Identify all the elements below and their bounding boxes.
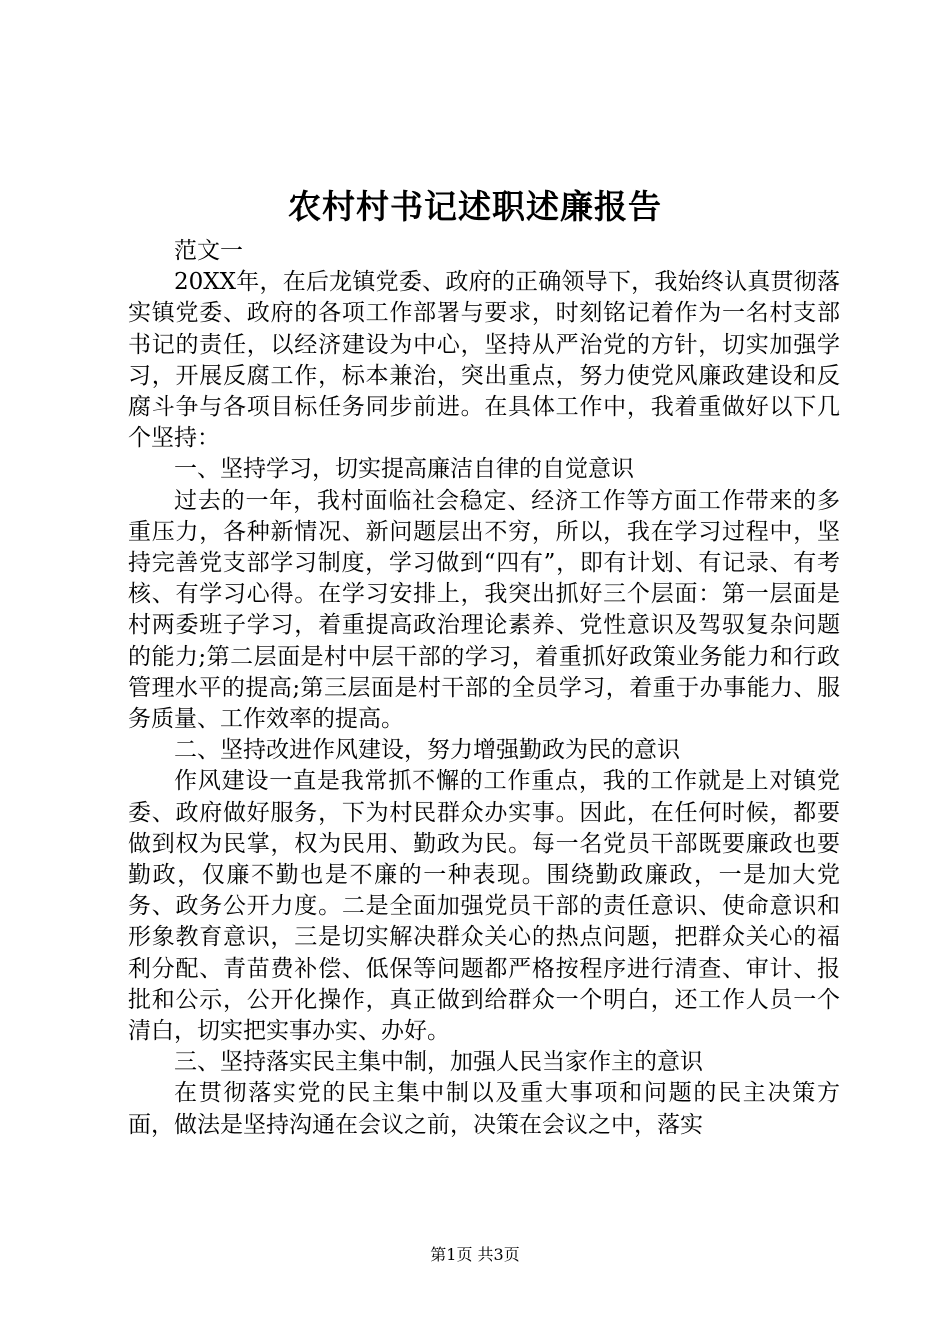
paragraph-section-1: 过去的一年，我村面临社会稳定、经济工作等方面工作带来的多重压力，各种新情况、新问题层出不穷，所以，我在学习过程中，坚持完善党支部学习制度，学习做到“四有”，即有计划、有记录、有考核、有学习心得。在学习安排上，我突出抓好三个层面：第一层面是村两委班子学习，着重提高政治理论素养、党性意识及驾驭复杂问题的能力;第二层面是村中层干部的学习，着重抓好政策业务能力和行政管理水平的提高;第三层面是村干部的全员学习，着重于办事能力、服务质量、工作效率的提高。 <box>128 487 840 733</box>
section-heading-3: 三、坚持落实民主集中制，加强人民当家作主的意识 <box>174 1049 703 1076</box>
document-body <box>128 236 840 1141</box>
document-title: 农村村书记述职述廉报告 <box>288 187 662 226</box>
paragraph-sample-label: 范文一 <box>174 238 243 264</box>
section-heading-2: 二、坚持改进作风建设，努力增强勤政为民的意识 <box>174 737 680 764</box>
paragraph-section-3: 在贯彻落实党的民主集中制以及重大事项和问题的民主决策方面，做法是坚持沟通在会议之前，决策在会议之中，落实 <box>128 1080 840 1138</box>
paragraph-intro: 20XX年，在后龙镇党委、政府的正确领导下，我始终认真贯彻落实镇党委、政府的各项工作部署与要求，时刻铭记着作为一名村支部书记的责任，以经济建设为中心，坚持从严治党的方针，切实加强学习，开展反腐工作，标本兼治，突出重点，努力使党风廉政建设和反腐斗争与各项目标任务同步前进。在具体工作中，我着重做好以下几个坚持： <box>128 269 840 452</box>
section-heading-1: 一、坚持学习，切实提高廉洁自律的自觉意识 <box>174 456 634 483</box>
page-footer: 第1页 共3页 <box>430 1245 520 1264</box>
paragraph-section-2: 作风建设一直是我常抓不懈的工作重点，我的工作就是上对镇党委、政府做好服务，下为村民群众办实事。因此，在任何时候，都要做到权为民掌，权为民用、勤政为民。每一名党员干部既要廉政也要勤政，仅廉不勤也是不廉的一种表现。围绕勤政廉政，一是加大党务、政务公开力度。二是全面加强党员干部的责任意识、使命意识和形象教育意识，三是切实解决群众关心的热点问题，把群众关心的福利分配、青苗费补偿、低保等问题都严格按程序进行清查、审计、报批和公示，公开化操作，真正做到给群众一个明白，还工作人员一个清白，切实把实事办实、办好。 <box>128 768 840 1045</box>
